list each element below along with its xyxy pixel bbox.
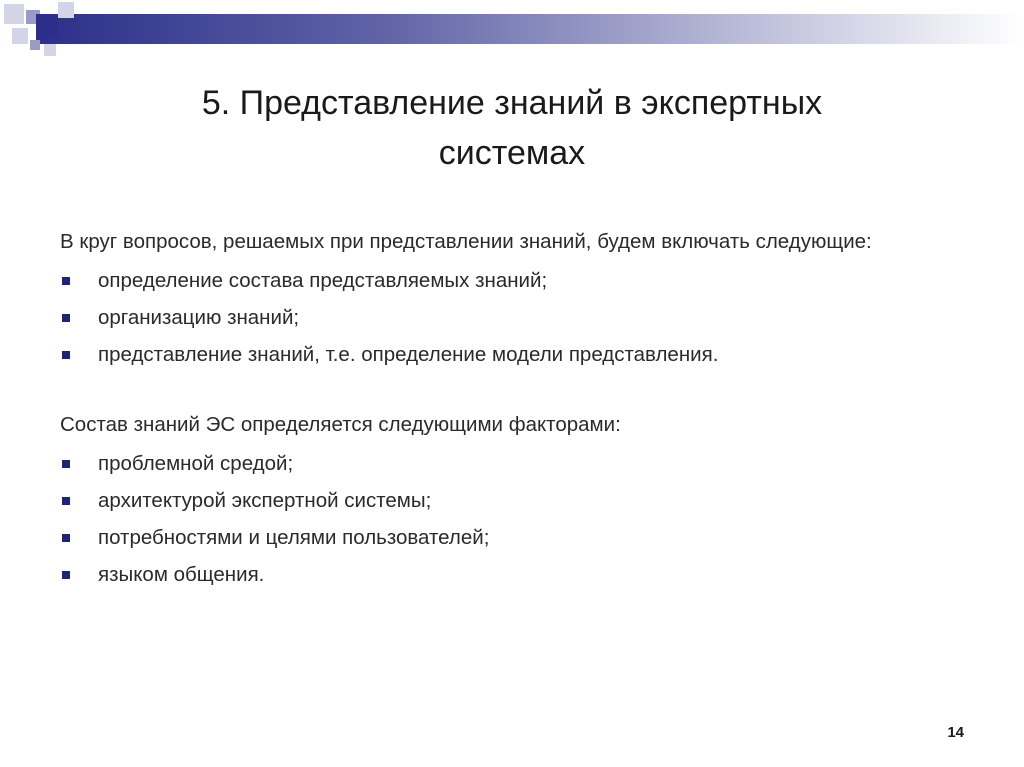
square-bullet-icon xyxy=(62,497,70,505)
slide-title xyxy=(60,78,964,178)
square-bullet-icon xyxy=(62,277,70,285)
list-item-text: языком общения. xyxy=(98,563,265,586)
list-item xyxy=(60,262,966,299)
list-item-text: проблемной средой; xyxy=(98,452,294,475)
square-bullet-icon xyxy=(62,460,70,468)
list-item-text: потребностями и целями пользователей; xyxy=(98,526,490,549)
list-item xyxy=(60,299,966,336)
factors-paragraph: Состав знаний ЭС определяется следующими факторами: xyxy=(60,413,621,436)
factors-list xyxy=(60,445,966,593)
slide-content xyxy=(60,226,966,593)
page-number: 14 xyxy=(947,724,964,741)
intro-paragraph: В круг вопросов, решаемых при представлении знаний, будем включать следующие: xyxy=(60,230,872,253)
list-item-text: архитектурой экспертной системы; xyxy=(98,489,432,512)
square-bullet-icon xyxy=(62,351,70,359)
issues-list xyxy=(60,262,966,373)
title-line-1: 5. Представление знаний в экспертных xyxy=(201,84,823,122)
header-gradient-bar xyxy=(36,14,1024,44)
list-item-text: определение состава представляемых знаний; xyxy=(98,269,548,292)
list-item xyxy=(60,336,966,373)
list-item-text: представление знаний, т.е. определение модели представления. xyxy=(98,343,719,366)
square-bullet-icon xyxy=(62,314,70,322)
list-item xyxy=(60,519,966,556)
list-item xyxy=(60,482,966,519)
title-line-2: системах xyxy=(438,134,586,172)
square-bullet-icon xyxy=(62,571,70,579)
list-item-text: организацию знаний; xyxy=(98,306,300,329)
list-item xyxy=(60,556,966,593)
square-bullet-icon xyxy=(62,534,70,542)
list-item xyxy=(60,445,966,482)
